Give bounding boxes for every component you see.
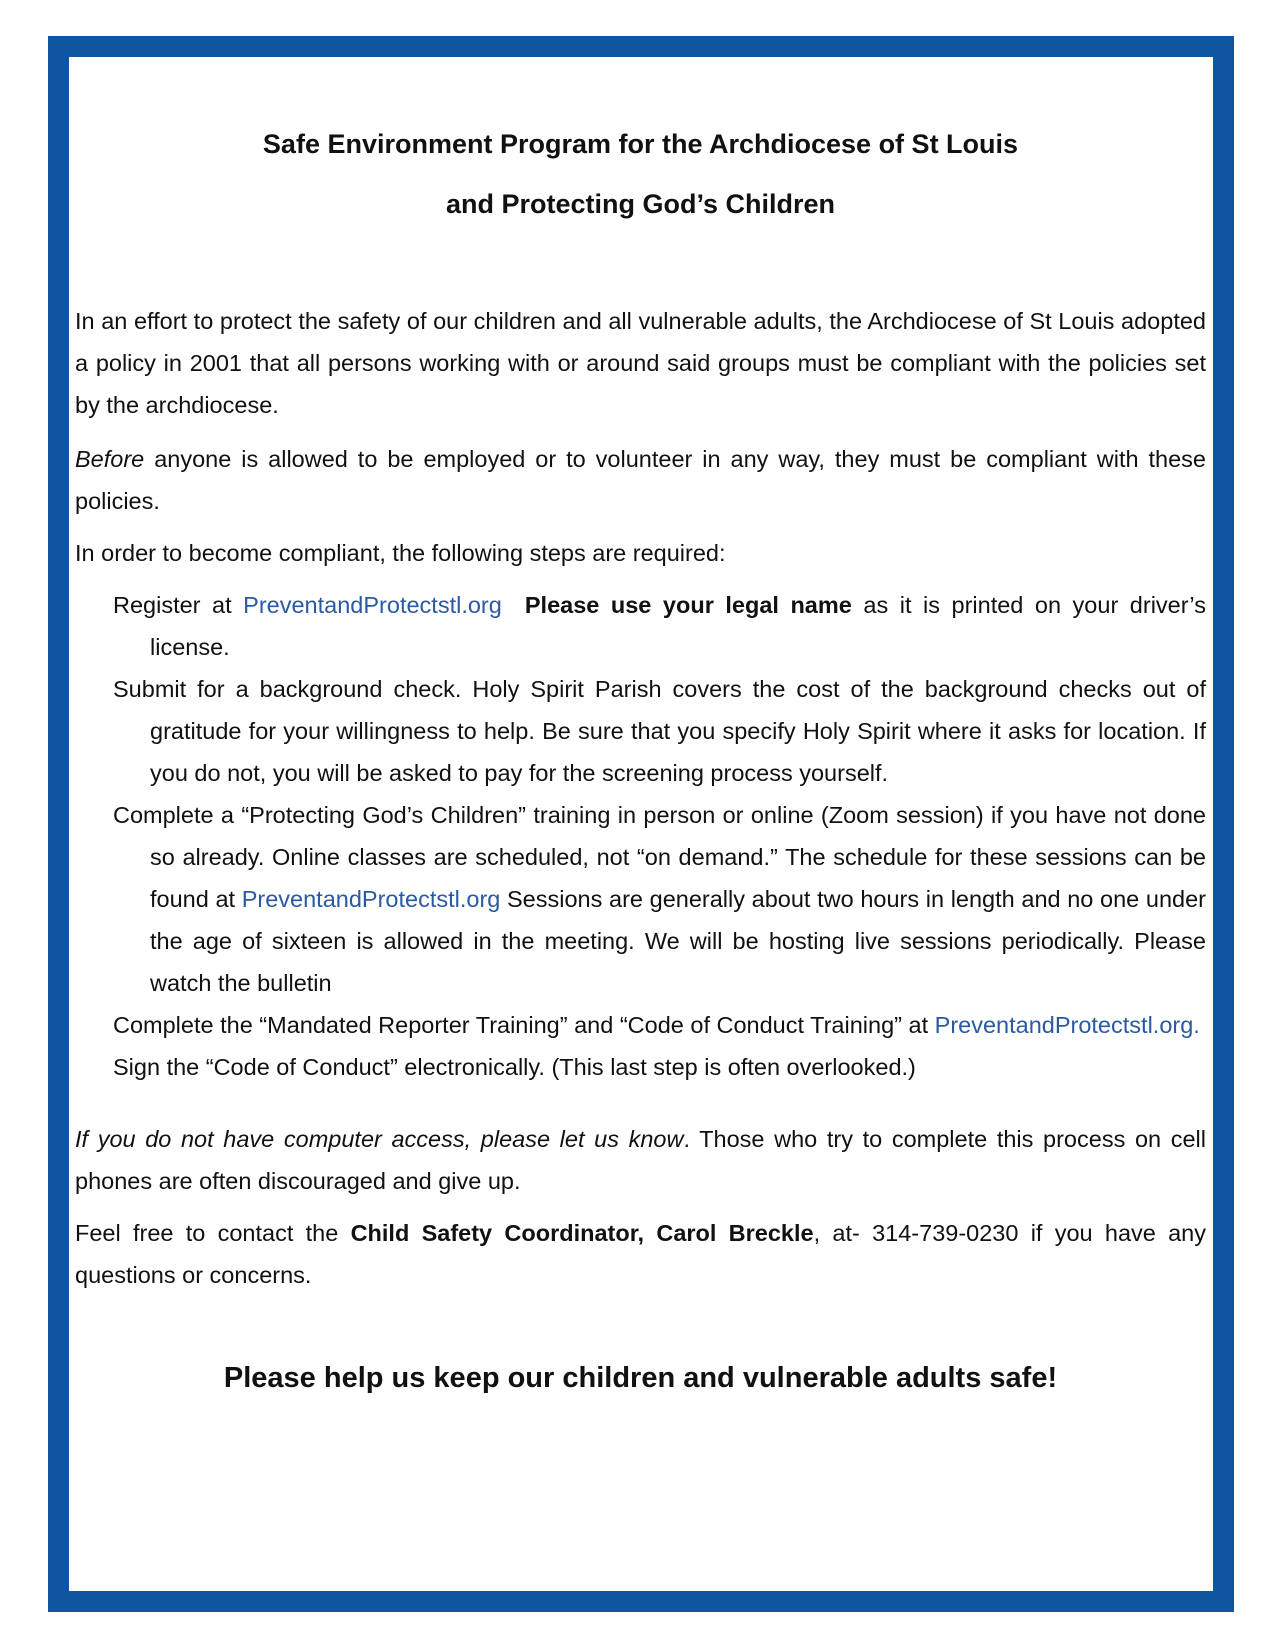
step-training-prefix: Complete a “Protecting God’s Children” training in person or online (Zoom session) if you have not done so already. Online classes are scheduled, not “on demand.” The schedule for these sessions can be found at [113,802,1206,912]
intro-paragraph: In an effort to protect the safety of our children and all vulnerable adults, the Archdiocese of St Louis adopted a policy in 2001 that all persons working with or around said groups must be compliant with the policies set by the archdiocese. [75,308,1206,418]
coordinator-name: Child Safety Coordinator, Carol Breckle [350,1220,814,1246]
legal-name-notice: Please use your legal name [524,592,852,618]
before-emphasis: Before [75,446,145,472]
step-training [113,794,1206,1004]
step-register [113,584,1206,668]
steps-list [113,584,1206,1088]
computer-access-emphasis: If you do not have computer access, please let us know [75,1126,684,1152]
register-link[interactable]: PreventandProtectstl.org [243,592,502,618]
before-paragraph [75,438,1206,522]
computer-access-paragraph [75,1118,1206,1202]
computer-access-text: . Those who try to complete this process on cell phones are often discouraged and give up. [75,1126,1206,1194]
closing-message: Please help us keep our children and vulnerable adults safe! [223,1362,1058,1394]
training-schedule-link[interactable]: PreventandProtectstl.org [241,886,501,912]
steps-intro: In order to become compliant, the following steps are required: [75,540,726,566]
step-mandated-reporter [113,1004,1206,1046]
step-background-check: Submit for a background check. Holy Spirit Parish covers the cost of the background checks out of gratitude for your willingness to help. Be sure that you specify Holy Spirit where it asks for location. If you do not, you will be asked to pay for the screening process yourself. [113,676,1206,786]
step-register-prefix: Register at [113,592,244,618]
step-mandated-prefix: Complete the “Mandated Reporter Training” and “Code of Conduct Training” at [113,1012,935,1038]
step-register-suffix: as it is printed on your driver’s license. [150,592,1206,660]
before-text: anyone is allowed to be employed or to volunteer in any way, they must be compliant with these policies. [75,446,1206,514]
step-training-suffix: Sessions are generally about two hours in length and no one under the age of sixteen is allowed in the meeting. We will be hosting live sessions periodically. Please watch the bulletin [150,886,1206,996]
contact-suffix: , at- 314-739-0230 if you have any questions or concerns. [75,1220,1206,1288]
title-line-1: Safe Environment Program for the Archdiocese of St Louis [262,129,1019,159]
mandated-training-link[interactable]: PreventandProtectstl.org. [934,1012,1200,1038]
step-code-of-conduct: Sign the “Code of Conduct” electronically. (This last step is often overlooked.) [113,1054,916,1080]
contact-prefix: Feel free to contact the [75,1220,351,1246]
title-line-2: and Protecting God’s Children [445,189,836,219]
contact-paragraph [75,1212,1206,1296]
